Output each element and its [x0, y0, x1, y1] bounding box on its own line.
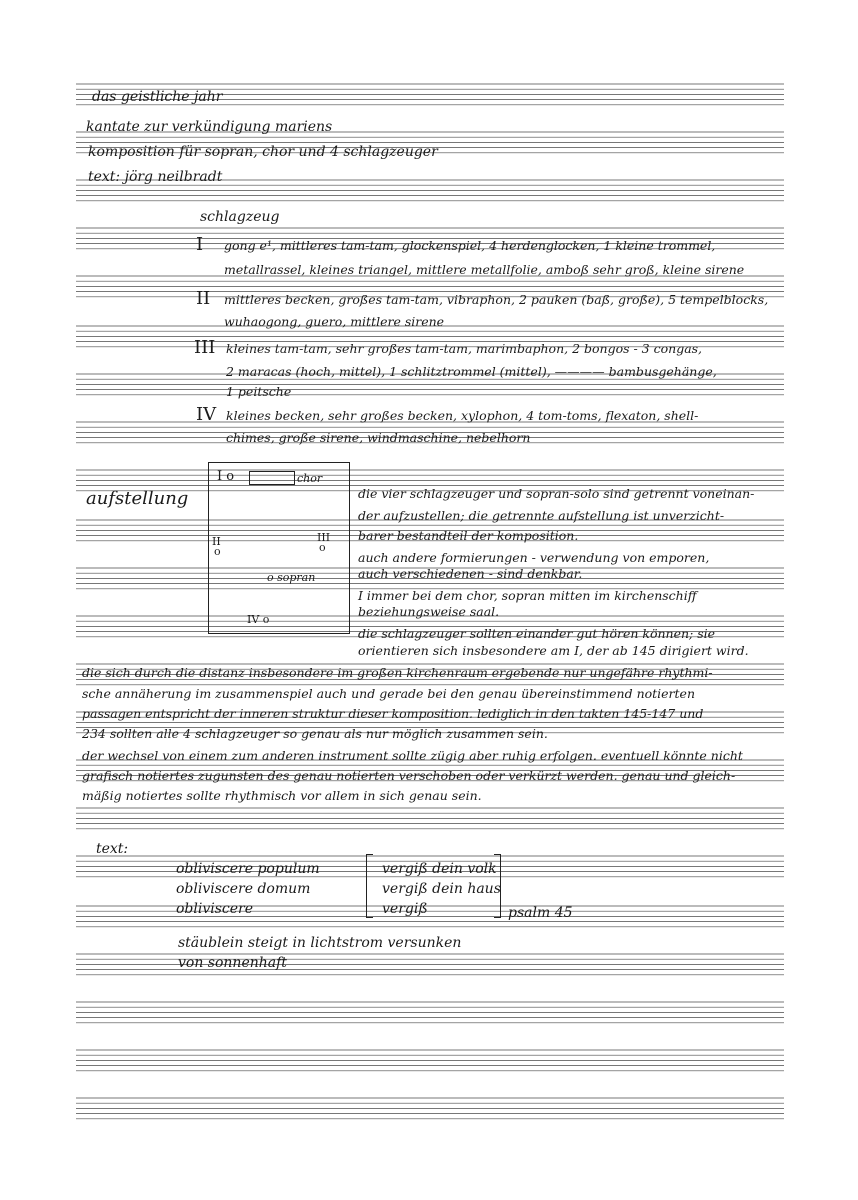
group-4-line-2: chimes, große sirene, windmaschine, nebelhorn — [226, 430, 531, 445]
diagram-percussion-2-mark: o — [214, 545, 221, 558]
setup-text-3: passagen entspricht der inneren struktur dieser komposition. lediglich in den takten 145-147 und — [82, 706, 704, 721]
title-line-3: komposition für sopran, chor und 4 schlagzeuger — [88, 144, 438, 160]
latin-line-2: obliviscere domum — [176, 881, 311, 897]
left-bracket — [366, 854, 373, 918]
setup-note-4: auch andere formierungen - verwendung von emporen, — [358, 550, 710, 565]
setup-text-2: sche annäherung im zusammenspiel auch und gerade bei den genau übereinstimmend notierten — [82, 686, 696, 701]
setup-note-9: orientieren sich insbesondere am I, der ab 145 dirigiert wird. — [358, 643, 749, 658]
diagram-percussion-1: I o — [217, 469, 235, 484]
setup-note-6: I immer bei dem chor, sopran mitten im kirchenschiff — [358, 588, 697, 603]
group-1-line-1: gong e¹, mittleres tam-tam, glockenspiel, 4 herdenglocken, 1 kleine trommel, — [224, 238, 716, 253]
group-2-line-2: wuhaogong, guero, mittlere sirene — [224, 314, 445, 329]
group-3-line-1: kleines tam-tam, sehr großes tam-tam, marimbaphon, 2 bongos - 3 congas, — [226, 341, 703, 356]
setup-text-1: die sich durch die distanz insbesondere im großen kirchenraum ergebende nur ungefähre rhythmi- — [82, 665, 713, 680]
latin-line-3: obliviscere — [176, 901, 254, 917]
diagram-percussion-2: II — [212, 535, 221, 548]
closing-line-2: von sonnenhaft — [178, 955, 287, 971]
setup-note-7: beziehungsweise saal. — [358, 604, 500, 619]
setup-note-2: der aufzustellen; die getrennte aufstellung ist unverzicht- — [358, 508, 725, 523]
text-section-label: text: — [96, 841, 129, 857]
setup-note-8: die schlagzeuger sollten einander gut hören können; sie — [358, 626, 716, 641]
latin-line-1: obliviscere populum — [176, 861, 320, 877]
stage-layout-diagram — [208, 462, 350, 634]
diagram-percussion-3: III — [317, 531, 331, 544]
setup-text-4: 234 sollten alle 4 schlagzeuger so genau als nur möglich zusammen sein. — [82, 726, 548, 741]
setup-note-5: auch verschiedenen - sind denkbar. — [358, 566, 583, 581]
setup-label: aufstellung — [86, 488, 189, 509]
group-1-line-2: metallrassel, kleines triangel, mittlere metallfolie, amboß sehr groß, kleine sirene — [224, 262, 745, 277]
group-3-line-3: 1 peitsche — [226, 384, 292, 399]
right-bracket — [494, 854, 501, 918]
group-3-line-2: 2 maracas (hoch, mittel), 1 schlitztrommel (mittel), ———— bambusgehänge, — [226, 364, 717, 379]
diagram-soprano: o sopran — [267, 571, 316, 584]
group-4-numeral: IV — [196, 404, 217, 425]
setup-text-5: der wechsel von einem zum anderen instrument sollte zügig aber ruhig erfolgen. eventuell könnte nicht — [82, 748, 743, 763]
german-line-3: vergiß — [382, 901, 428, 917]
setup-text-6: grafisch notiertes zugunsten des genau notierten verschoben oder verkürzt werden. genau und gleich- — [82, 768, 736, 783]
german-line-2: vergiß dein haus — [382, 881, 501, 897]
group-1-numeral: I — [196, 234, 204, 255]
diagram-choir-box — [249, 471, 295, 485]
title-line-1: das geistliche jahr — [92, 89, 223, 105]
psalm-source: psalm 45 — [508, 905, 573, 921]
group-2-numeral: II — [196, 288, 211, 309]
setup-text-7: mäßig notiertes sollte rhythmisch vor allem in sich genau sein. — [82, 788, 482, 803]
setup-note-3: barer bestandteil der komposition. — [358, 528, 579, 543]
group-4-line-1: kleines becken, sehr großes becken, xylophon, 4 tom-toms, flexaton, shell- — [226, 408, 699, 423]
diagram-percussion-4: IV o — [247, 613, 270, 626]
diagram-choir-label: chor — [297, 472, 323, 485]
title-line-4: text: jörg neilbradt — [88, 169, 223, 185]
group-3-numeral: III — [194, 337, 216, 358]
german-line-1: vergiß dein volk — [382, 861, 497, 877]
group-2-line-1: mittleres becken, großes tam-tam, vibraphon, 2 pauken (baß, große), 5 tempelblocks, — [224, 292, 769, 307]
title-line-2: kantate zur verkündigung mariens — [86, 119, 333, 135]
setup-note-1: die vier schlagzeuger und sopran-solo sind getrennt voneinan- — [358, 486, 755, 501]
diagram-percussion-3-mark: o — [319, 541, 326, 554]
closing-line-1: stäublein steigt in lichtstrom versunken — [178, 935, 462, 951]
percussion-heading: schlagzeug — [200, 209, 280, 225]
